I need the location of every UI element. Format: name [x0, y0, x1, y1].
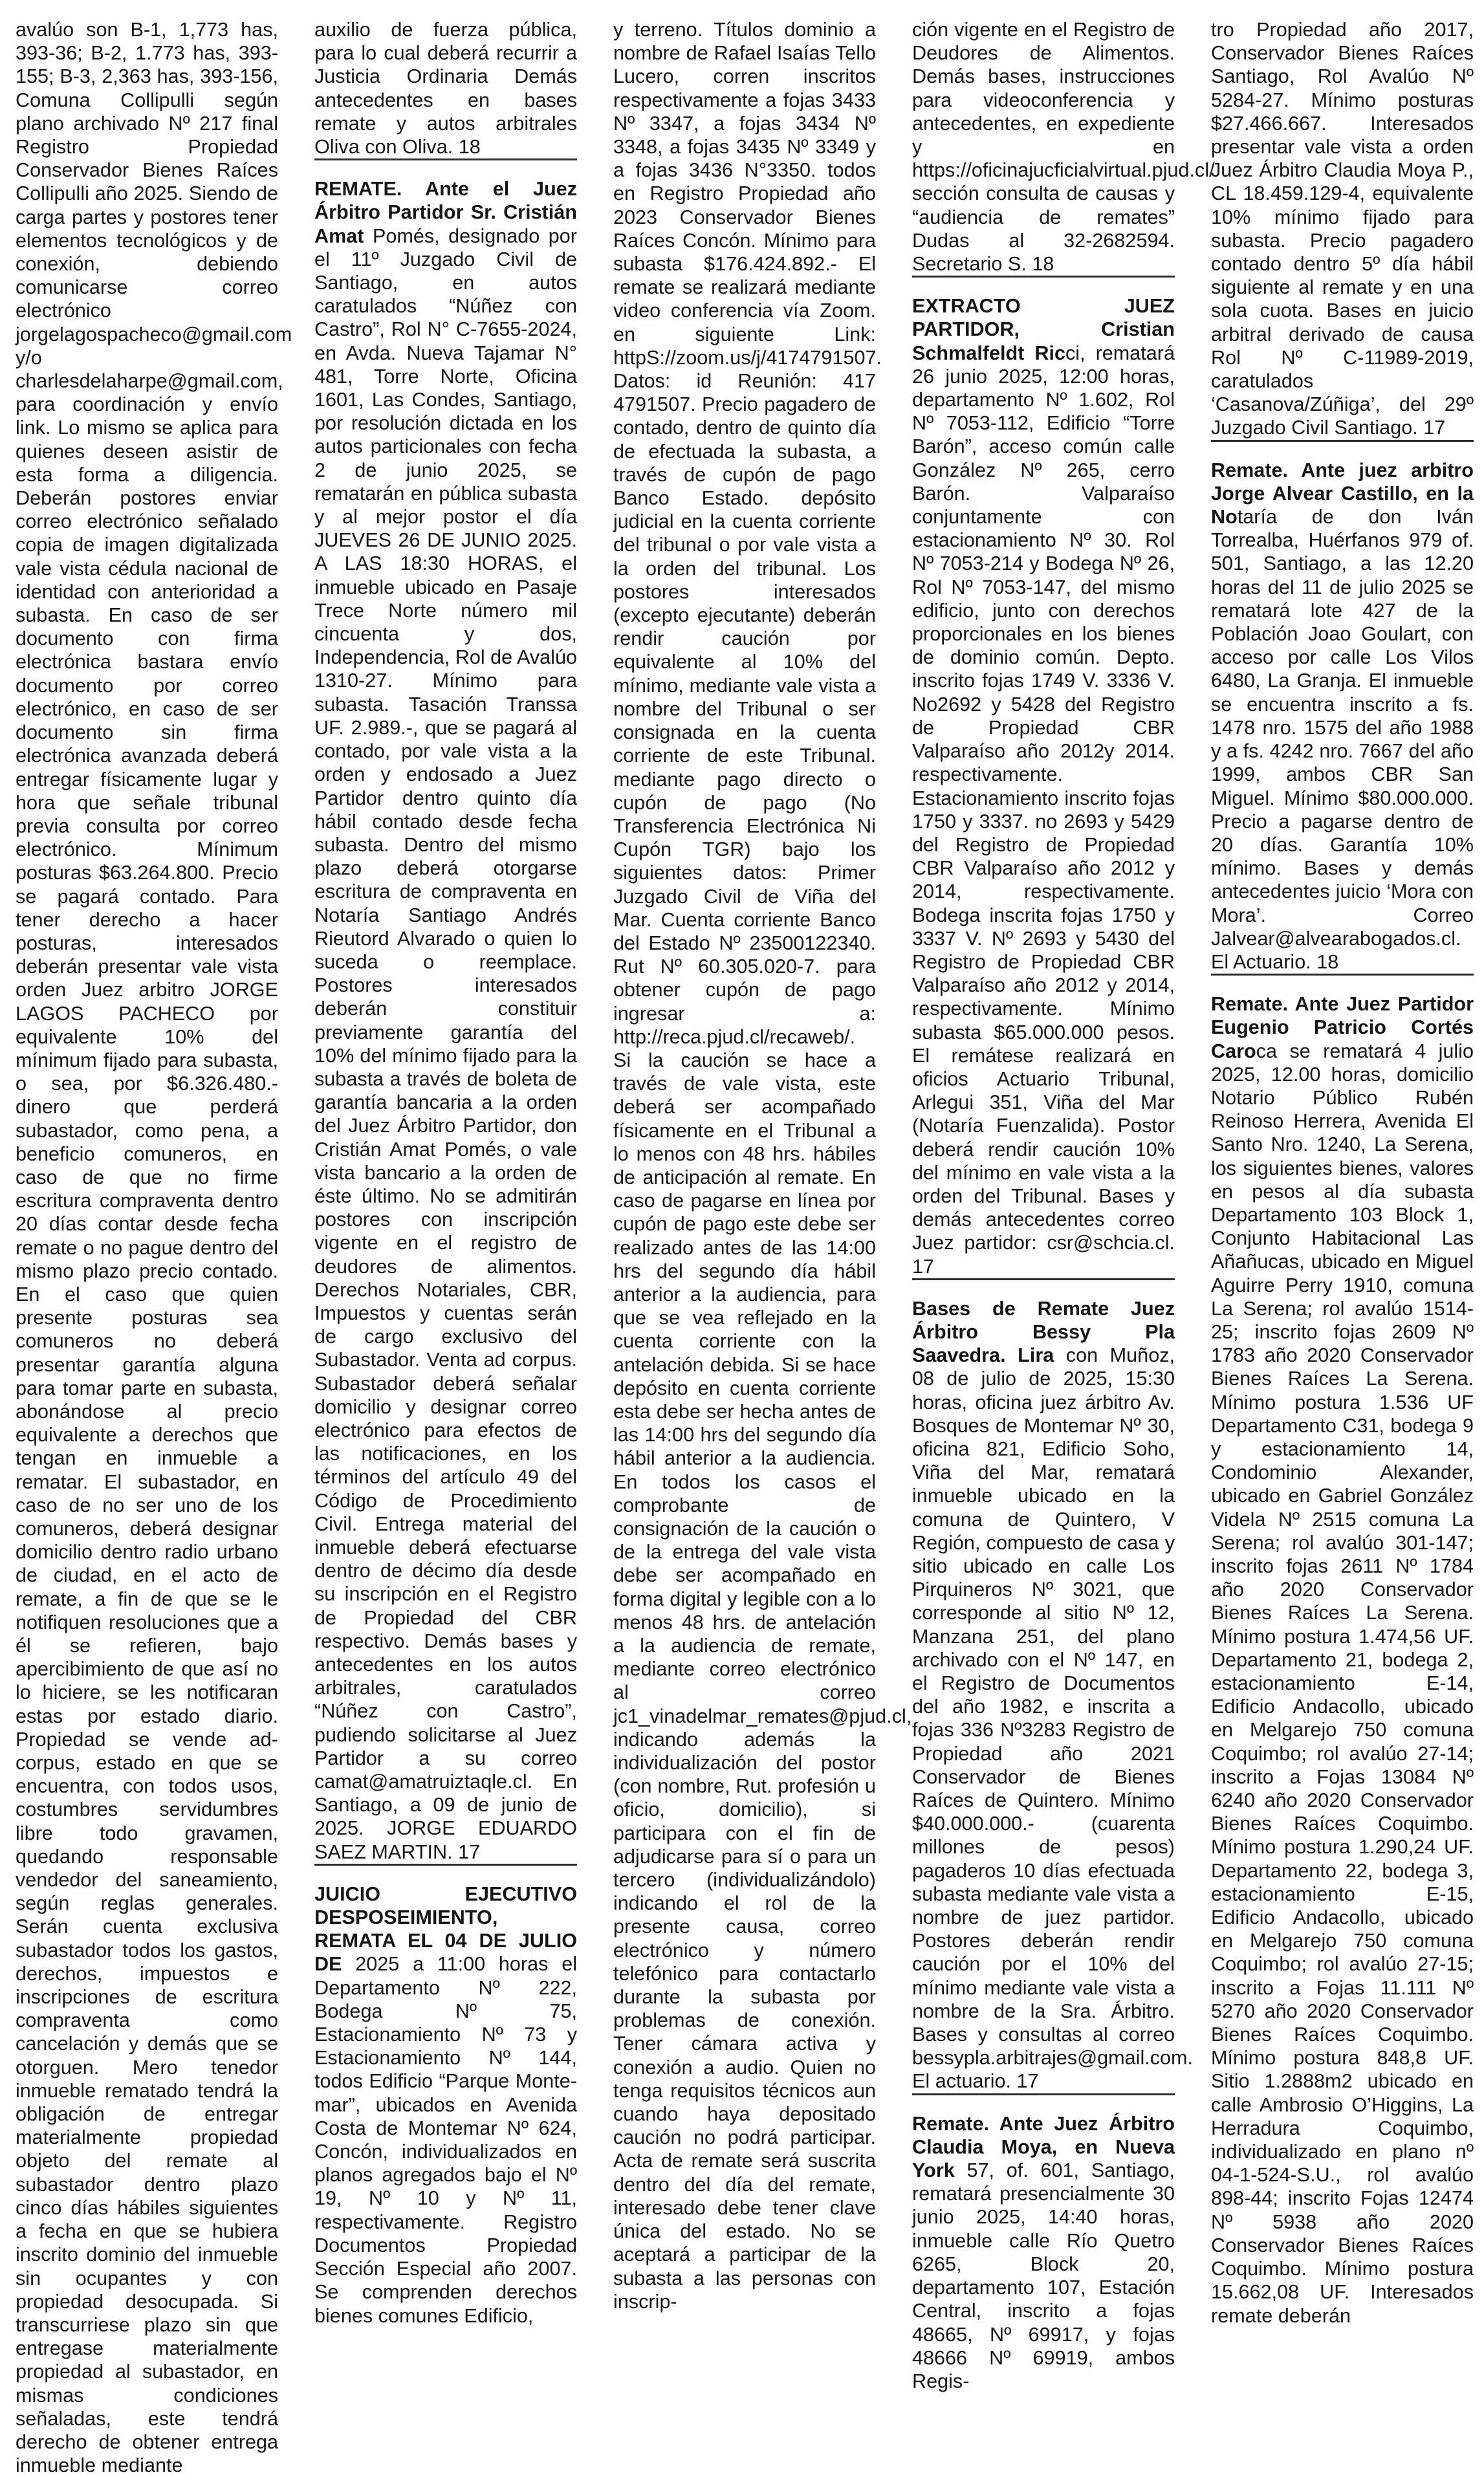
- notice-heading: Remate. Ante Juez Partidor Eugenio Patricio Cortés Caro: [1211, 993, 1474, 1062]
- notice-heading: EXTRACTO JUEZ PARTIDOR, Cristian Schmalfeldt Ric: [912, 295, 1175, 364]
- notice-continuation: [1211, 18, 1474, 440]
- notice-remate-alvear: [1211, 440, 1474, 974]
- notice-body: auxilio de fuerza pública, para lo cual deberá recurrir a Justicia Ordinaria Demás antecedentes en bases remate y autos arbitrales Oliva con Oliva. 18: [314, 19, 577, 158]
- notice-body: con Muñoz, 08 de julio de 2025, 15:30 horas, oficina juez árbitro Av. Bosques de Montemar Nº 30, oficina 821, Edificio Soho, Viña del Mar, rematará inmueble ubicado en la comuna de Quintero, V Región, compuesto de casa y sitio ubicado en calle Los Pirquineros Nº 3021, que corresponde al sitio Nº 12, Manzana 251, del plano archivado con el Nº 147, en el Registro de Documentos del año 1982, e inscrita a fojas 336 Nº3283 Registro de Propiedad año 2021 Conservador de Bienes Raíces de Quintero. Mínimo $40.000.000.- (cuarenta millones de pesos) pagaderos 10 días efectuada subasta mediante vale vista a nombre de juez partidor. Postores deberán rendir caución por el 10% del mínimo mediante vale vista a nombre de la Sra. Árbitro. Bases y consultas al correo bessypla.arbitrajes@gmail.com. El actuario. 17: [912, 1344, 1194, 2093]
- notice-heading: REMATE. Ante el Juez Árbitro Partidor Sr. Cristián Amat: [314, 178, 577, 247]
- notice-body: tro Propiedad año 2017, Conservador Bienes Raíces Santiago, Rol Avalúo Nº 5284-27. Mínimo posturas $27.466.667. Interesados presentar vale vista a orden Juez Árbitro Claudia Moya P., CL 18.459.129-4, equivalente 10% mínimo fijado para subasta. Precio pagadero contado dentro 5º día hábil siguiente al remate y en una sola cuota. Bases en juicio arbitral derivado de causa Rol Nº C-11989-2019, caratulados ‘Casanova/Zúñiga’, del 29º Juzgado Civil Santiago. 17: [1211, 19, 1474, 439]
- notice-heading: Remate. Ante juez arbitro Jorge Alvear Castillo, en la No: [1211, 459, 1474, 529]
- notice-continuation: [314, 18, 577, 158]
- notice-continuation: [613, 18, 912, 2313]
- notice-body: y terreno. Títulos dominio a nombre de Rafael Isaías Tello Lucero, corren inscritos respectivamente a fojas 3433 Nº 3347, a fojas 3434 Nº 3348, a fojas 3435 Nº 3349 y a fojas 3436 N°3350. todos en Registro Propiedad año 2023 Conservador Bienes Raíces Concón. Mínimo para subasta $176.424.892.- El remate se realizará mediante video conferencia vía Zoom. en siguiente Link: httpS://zoom.us/j/4174791507. Datos: id Reunión: 417 4791507. Precio pagadero de contado, dentro de quinto día de efectuada la subasta, a través de cupón de pago Banco Estado. depósito judicial en la cuenta corriente del tribunal o por vale vista a la orden del tribunal. Los postores interesados (excepto ejecutante) deberán rendir caución por equivalente al 10% del mínimo, mediante vale vista a nombre del Tribunal o ser consignada en la cuenta corriente de este Tribunal. mediante pago directo o cupón de pago (No Transferencia Electrónica Ni Cupón TGR) bajo los siguientes datos: Primer Juzgado Civil de Viña del Mar. Cuenta corriente Banco del Estado Nº 23500122340. Rut Nº 60.305.020-7. para obtener cupón de pago ingresar a: http://reca.pjud.cl/recaweb/. Si la caución se hace a través de vale vista, este deberá ser acompañado físicamente en el Tribunal a lo menos con 48 hrs. hábiles de anticipación al remate. En caso de pagarse en línea por cupón de pago este debe ser realizado antes de las 14:00 hrs del segundo día hábil anterior a la audiencia, para que se vea reflejado en la cuenta corriente con la antelación debida. Si se hace depósito en cuenta corriente esta debe ser hecha antes de las 14:00 hrs del segundo día hábil anterior a la audiencia. En todos los casos el comprobante de consignación de la caución o de la entrega del vale vista debe ser acompañado en forma digital y legible con a lo menos 48 hrs. de antelación a la audiencia de remate, mediante correo electrónico al correo jc1_vinadelmar_remates@pjud.cl, indicando además la individualización del postor (con nombre, Rut. profesión u oficio, domicilio), si participara con el fin de adjudicarse para sí o para un tercero (individualizándolo) indicando el rol de la presente causa, correo electrónico y número telefónico para contactarlo durante la subasta por problemas de conexión. Tener cámara activa y conexión a audio. Quien no tenga requisitos técnicos aun cuando haya depositado caución no podrá participar. Acta de remate será suscrita dentro del día del remate, interesado debe tener clave única del estado. No se aceptará a participar de la subasta a las personas con inscrip-: [613, 19, 912, 2313]
- notice-body: 2025 a 11:00 horas el Departamento Nº 222, Bodega Nº 75, Estacionamiento Nº 73 y Estacionamiento Nº 144, todos Edificio “Parque Monte-mar”, ubicados en Avenida Costa de Montemar Nº 624, Concón, individualizados en planos agregados bajo el Nº 19, Nº 10 y Nº 11, respectivamente. Registro Documentos Propiedad Sección Especial año 2007. Se comprenden derechos bienes comunes Edificio,: [314, 1953, 578, 2327]
- notice-body: ción vigente en el Registro de Deudores de Alimentos. Demás bases, instrucciones para videoconferencia y antecedentes, en expediente y en https://oficinajucficialvirtual.pjud.cl/ sección consulta de causas y “audiencia de remates” Dudas al 32-2682594. Secretario S. 18: [912, 19, 1215, 276]
- column-5: [1211, 18, 1474, 2327]
- column-2: [314, 18, 578, 2327]
- notice-continuation: [912, 18, 1215, 276]
- notice-body: 57, of. 601, Santiago, rematará presencialmente 30 junio 2025, 14:40 horas, inmueble calle Río Quetro 6265, Block 20, departamento 107, Estación Central, inscrito a fojas 48665, Nº 69917, y fojas 48666 Nº 69919, ambos Regis-: [912, 2159, 1175, 2392]
- notice-extracto-schmalfeldt: [912, 276, 1175, 1278]
- notice-bases-pla: [912, 1278, 1194, 2093]
- notice-body: ca se rematará 4 julio 2025, 12.00 horas, domicilio Notario Público Rubén Reinoso Herrera, Avenida El Santo Nro. 1240, La Serena, los siguientes bienes, valores en pesos al día subasta Departamento 103 Block 1, Conjunto Habitacional Las Añañucas, ubicado en Miguel Aguirre Perry 1910, comuna La Serena; rol avalúo 1514-25; inscrito fojas 2609 Nº 1783 año 2020 Conservador Bienes Raíces La Serena. Mínimo postura 1.536 UF Departamento C31, bodega 9 y estacionamiento 14, Condominio Alexander, ubicado en Gabriel González Videla Nº 2515 comuna La Serena; rol avalúo 301-147; inscrito fojas 2611 Nº 1784 año 2020 Conservador Bienes Raíces La Serena. Mínimo postura 1.474,56 UF. Departamento 21, bodega 2, estacionamiento E-14, Edificio Andacollo, ubicado en Melgarejo 750 comuna Coquimbo; rol avalúo 27-14; inscrito a Fojas 13084 Nº 6240 año 2020 Conservador Bienes Raíces Coquimbo. Mínimo postura 1.290,24 UF. Departamento 22, bodega 3, estacionamiento E-15, Edificio Andacollo, ubicado en Melgarejo 750 comuna Coquimbo; rol avalúo 27-15; inscrito a Fojas 11.111 Nº 5270 año 2020 Conservador Bienes Raíces Coquimbo. Mínimo postura 848,8 UF. Sitio 1.2888m2 ubicado en calle Ambrosio O’Higgins, La Herradura Coquimbo, individualizado en plano nº 04-1-524-S.U., rol avalúo 898-44; inscrito Fojas 12474 Nº 5938 año 2020 Conservador Bienes Raíces Coquimbo. Mínimo postura 15.662,08 UF. Interesados remate deberán: [1211, 1040, 1474, 2327]
- notice-body: ci, rematará 26 junio 2025, 12:00 horas, departamento Nº 1.602, Rol Nº 7053-112, Edificio “Torre Barón”, acceso común calle González Nº 265, cerro Barón. Valparaíso conjuntamente con estacionamiento Nº 30. Rol Nº 7053-214 y Bodega Nº 26, Rol Nº 7053-147, del mismo edificio, junto con derechos proporcionales en los bienes de dominio común. Depto. inscrito fojas 1749 V. 3336 V. No2692 y 5428 del Registro de Propiedad CBR Valparaíso año 2012y 2014. respectivamente. Estacionamiento inscrito fojas 1750 y 3337. no 2693 y 5429 del Registro de Propiedad CBR Valparaíso año 2012 y 2014, respectivamente. Bodega inscrita fojas 1750 y 3337 V. Nº 2693 y 5430 del Registro de Propiedad CBR Valparaíso año 2012 y 2014, respectivamente. Mínimo subasta $65.000.000 pesos. El remátese realizará en oficios Actuario Tribunal, Arlegui 351, Viña del Mar (Notaría Fuenzalida). Postor deberá rendir caución 10% del mínimo en vale vista a la orden del Tribunal. Bases y demás antecedentes correo Juez partidor: csr@schcia.cl. 17: [912, 342, 1175, 1278]
- notice-heading: Bases de Remate Juez Árbitro Bessy Pla Saavedra. Lira: [912, 1297, 1175, 1367]
- column-3: [613, 18, 912, 2313]
- notice-heading: JUICIO EJECUTIVO DESPOSEIMIENTO, REMATA EL 04 DE JULIO DE: [314, 1882, 577, 1976]
- notice-body: Pomés, designado por el 11º Juzgado Civil de Santiago, en autos caratulados “Núñez con Castro”, Rol N° C-7655-2024, en Avda. Nueva Tajamar N° 481, Torre Norte, Oficina 1601, Las Condes, Santiago, por resolución dictada en los autos particionales con fecha 2 de junio 2025, se rematarán en pública subasta y al mejor postor el día JUEVES 26 DE JUNIO 2025. A LAS 18:30 HORAS, el inmueble ubicado en Pasaje Trece Norte número mil cincuenta y dos, Independencia, Rol de Avalúo 1310-27. Mínimo para subasta. Tasación Transsa UF. 2.989.-, que se pagará al contado, por vale vista a la orden y endosado a Juez Partidor dentro quinto día hábil contado desde fecha subasta. Dentro del mismo plazo deberá otorgarse escritura de compraventa en Notaría Santiago Andrés Rieutord Alvarado o quien lo suceda o reemplace. Postores interesados deberán constituir previamente garantía del 10% del mínimo fijado para la subasta a través de boleta de garantía bancaria a la orden del Juez Árbitro Partidor, don Cristián Amat Pomés, o vale vista bancario a la orden de éste último. No se admitirán postores con inscripción vigente en el registro de deudores de alimentos. Derechos Notariales, CBR, Impuestos y cuentas serán de cargo exclusivo del Subastador. Venta ad corpus. Subastador deberá señalar domicilio y designar correo electrónico para efectos de las notificaciones, en los términos del artículo 49 del Código de Procedimiento Civil. Entrega material del inmueble deberá efectuarse dentro de décimo día desde su inscripción en el Registro de Propiedad del CBR respectivo. Demás bases y antecedentes en los autos arbitrales, caratulados “Núñez con Castro”, pudiendo solicitarse al Juez Partidor a su correo camat@amatruiztaqle.cl. En Santiago, a 09 de junio de 2025. JORGE EDUARDO SAEZ MARTIN. 17: [314, 224, 577, 1863]
- newspaper-page: [16, 18, 1474, 2477]
- notice-juicio-ejecutivo: [314, 1864, 577, 2328]
- notice-heading: Remate. Ante Juez Árbitro Claudia Moya, en Nueva York: [912, 2112, 1175, 2182]
- column-1: [16, 18, 292, 2477]
- notice-body: taría de don Iván Torrealba, Huérfanos 979 of. 501, Santiago, a las 12.20 horas del 11 de julio 2025 se rematará lote 427 de la Población Joao Goulart, con acceso por calle Los Vilos 6480, La Granja. El inmueble se encuentra inscrito a fs. 1478 nro. 1575 del año 1988 y a fs. 4242 nro. 7667 del año 1999, ambos CBR San Miguel. Mínimo $80.000.000. Precio a pagarse dentro de 20 días. Garantía 10% mínimo. Bases y demás antecedentes juicio ‘Mora con Mora’. Correo Jalvear@alvearabogados.cl. El Actuario. 18: [1211, 506, 1474, 973]
- notice-remate-amat: [314, 158, 577, 1864]
- notice-body: avalúo son B-1, 1,773 has, 393-36; B-2, 1.773 has, 393-155; B-3, 2,363 has, 393-156, Comuna Collipulli según plano archivado Nº 217 final Registro Propiedad Conservador Bienes Raíces Collipulli año 2025. Siendo de carga partes y postores tener elementos tecnológicos y de conexión, debiendo comunicarse correo electrónico jorgelagospacheco@gmail.com y/o charlesdelaharpe@gmail.com, para coordinación y envío link. Lo mismo se aplica para quienes deseen asistir de esta forma a diligencia. Deberán postores enviar correo electrónico señalado copia de imagen digitalizada vale vista cédula nacional de identidad con anterioridad a subasta. En caso de ser documento con firma electrónica bastara envío documento por correo electrónico, en caso de ser documento sin firma electrónica avanzada deberá entregar físicamente lugar y hora que señale tribunal previa consulta por correo electrónico. Mínimum posturas $63.264.800. Precio se pagará contado. Para tener derecho a hacer posturas, interesados deberán presentar vale vista orden Juez arbitro JORGE LAGOS PACHECO por equivalente 10% del mínimum fijado para subasta, o sea, por $6.326.480.- dinero que perderá subastador, como pena, a beneficio comuneros, en caso de que no firme escritura compraventa dentro 20 días contar desde fecha remate o no pague dentro del mismo plazo precio contado. En el caso que quien presente posturas sea comuneros no deberá presentar garantía alguna para tomar parte en subasta, abonándose al precio equivalente a derechos que tengan en inmueble a rematar. El subastador, en caso de no ser uno de los comuneros, deberá designar domicilio dentro radio urbano de ciudad, en el acto de remate, a fin de que se le notifiquen resoluciones que a él se refieren, bajo apercibimiento de que así no lo hiciere, se les notificaran estas por estado diario. Propiedad se vende ad-corpus, estado en que se encuentra, con todos usos, costumbres servidumbres libre todo gravamen, quedando responsable vendedor del saneamiento, según reglas generales. Serán cuenta exclusiva subastador todos los gastos, derechos, impuestos e inscripciones de escritura compraventa como cancelación y demás que se otorguen. Mero tenedor inmueble rematado tendrá la obligación de entregar materialmente propiedad objeto del remate al subastador dentro plazo cinco días hábiles siguientes a fecha en que se hubiera inscrito dominio del inmueble sin ocupantes y con propiedad desocupada. Si transcurriese plazo sin que entregase materialmente propiedad al subastador, en mismas condiciones señaladas, este tendrá derecho de obtener entrega inmueble mediante: [16, 19, 292, 2477]
- notice-continuation: [16, 18, 292, 2477]
- notice-remate-cortes: [1211, 974, 1474, 2328]
- column-4: [912, 18, 1215, 2392]
- notice-remate-moya: [912, 2093, 1175, 2393]
